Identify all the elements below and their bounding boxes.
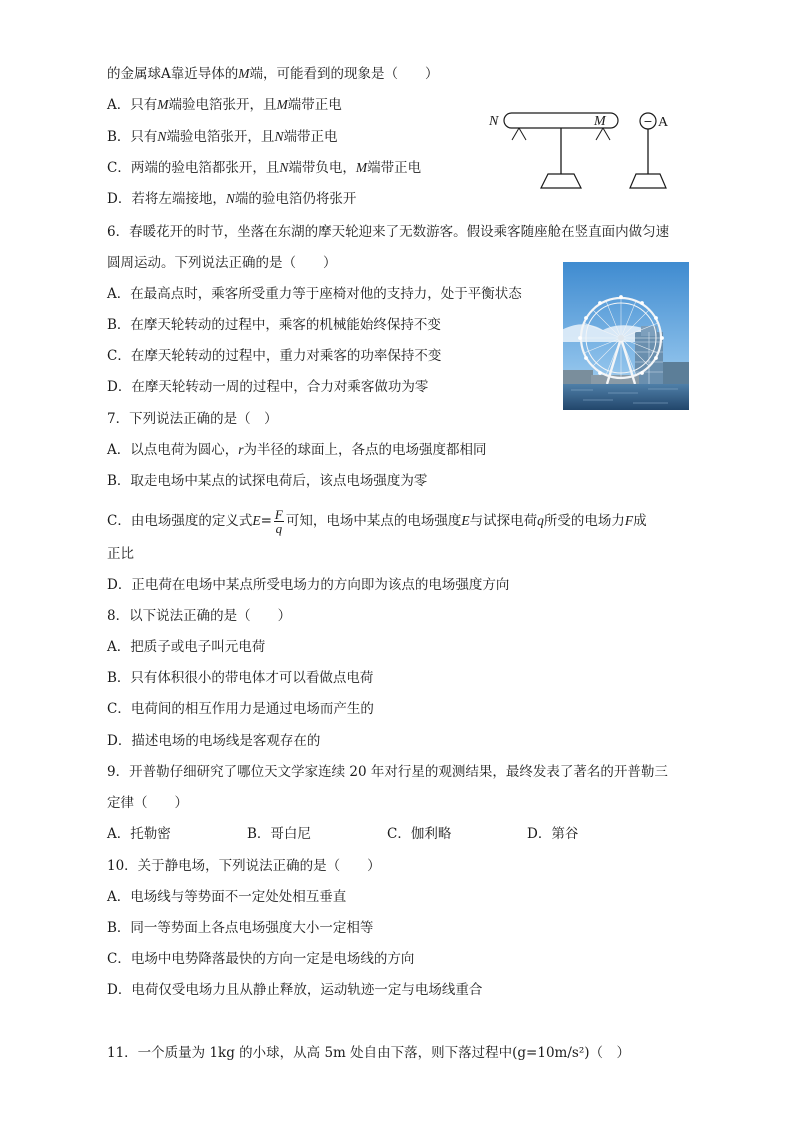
q9-option-d: D．第谷	[527, 826, 579, 842]
field-definition-fraction: $\frac{F}{q}$	[274, 507, 283, 536]
q6-stem-line1: 6．春暖花开的时节，坐落在东湖的摩天轮迎来了无数游客。假设乘客随座舱在竖直面内做匀速	[107, 224, 670, 240]
q9-option-c: C．伽利略	[387, 826, 452, 842]
q9-stem-line2: 定律（ ）	[107, 795, 188, 811]
q5-option-c: C．两端的验电箔都张开，且N端带负电，M端带正电	[107, 160, 422, 176]
sphere-stand-base	[630, 174, 666, 188]
q6-option-c: C．在摩天轮转动的过程中，重力对乘客的功率保持不变	[107, 348, 442, 364]
q9-options	[107, 824, 578, 844]
sphere-charge-sign: −	[643, 115, 653, 128]
foil-n-left	[512, 128, 519, 140]
q6-option-b: B．在摩天轮转动的过程中，乘客的机械能始终保持不变	[107, 317, 441, 333]
q5-option-a: A．只有M端验电箔张开，且M端带正电	[107, 97, 342, 113]
q11-stem: 11．一个质量为 1kg 的小球，从高 5m 处自由下落，则下落过程中(g=10m/s²)（ ）	[107, 1045, 630, 1061]
q7-option-d: D．正电荷在电场中某点所受电场力的方向即为该点的电场强度方向	[107, 577, 510, 593]
q9-option-a: A．托勒密	[107, 826, 171, 842]
q5-option-d: D．若将左端接地，N端的验电箔仍将张开	[107, 191, 357, 207]
q7-option-c: C．由电场强度的定义式E= $\frac{F}{q}$ 可知，电场中某点的电场强度E与试探电荷q所受的电场力F成	[107, 507, 647, 536]
q10-option-b: B．同一等势面上各点电场强度大小一定相等	[107, 920, 374, 936]
foil-m-left	[596, 128, 603, 140]
q7-option-c-continued: 正比	[107, 546, 134, 562]
q5-option-b: B．只有N端验电箔张开，且N端带正电	[107, 129, 338, 145]
q5-stem: 的金属球A靠近导体的M端，可能看到的现象是（ ）	[107, 66, 439, 82]
q8-option-c: C．电荷间的相互作用力是通过电场而产生的	[107, 701, 374, 717]
q6-option-d: D．在摩天轮转动一周的过程中，合力对乘客做功为零	[107, 379, 429, 395]
q6-stem-line2: 圆周运动。下列说法正确的是（ ）	[107, 255, 337, 271]
foil-n-right	[519, 128, 526, 140]
q7-option-b: B．取走电场中某点的试探电荷后，该点电场强度为零	[107, 473, 428, 489]
q9-stem-line1: 9．开普勒仔细研究了哪位天文学家连续 20 年对行星的观测结果，最终发表了著名的开普勒三	[107, 764, 668, 780]
q8-option-d: D．描述电场的电场线是客观存在的	[107, 733, 321, 749]
q9-option-b: B．哥白尼	[247, 826, 311, 842]
foil-m-right	[603, 128, 610, 140]
conductor-electroscope-diagram	[486, 104, 686, 194]
stand-base	[541, 174, 581, 188]
q8-option-a: A．把质子或电子叫元电荷	[107, 639, 266, 655]
label-a: A	[658, 115, 669, 130]
label-m: M	[594, 114, 606, 129]
q7-option-a: A．以点电荷为圆心，r为半径的球面上，各点的电场强度都相同	[107, 442, 487, 458]
ferris-wheel-photo	[563, 262, 689, 410]
q7-stem: 7．下列说法正确的是（ ）	[107, 411, 278, 427]
label-n: N	[489, 114, 499, 129]
q10-option-d: D．电荷仅受电场力且从静止释放，运动轨迹一定与电场线重合	[107, 982, 483, 998]
q10-option-a: A．电场线与等势面不一定处处相互垂直	[107, 889, 347, 905]
q8-option-b: B．只有体积很小的带电体才可以看做点电荷	[107, 670, 374, 686]
q10-option-c: C．电场中电势降落最快的方向一定是电场线的方向	[107, 951, 415, 967]
q6-option-a: A．在最高点时，乘客所受重力等于座椅对他的支持力，处于平衡状态	[107, 286, 522, 302]
q10-stem: 10．关于静电场，下列说法正确的是（ ）	[107, 858, 381, 874]
q8-stem: 8．以下说法正确的是（ ）	[107, 608, 292, 624]
